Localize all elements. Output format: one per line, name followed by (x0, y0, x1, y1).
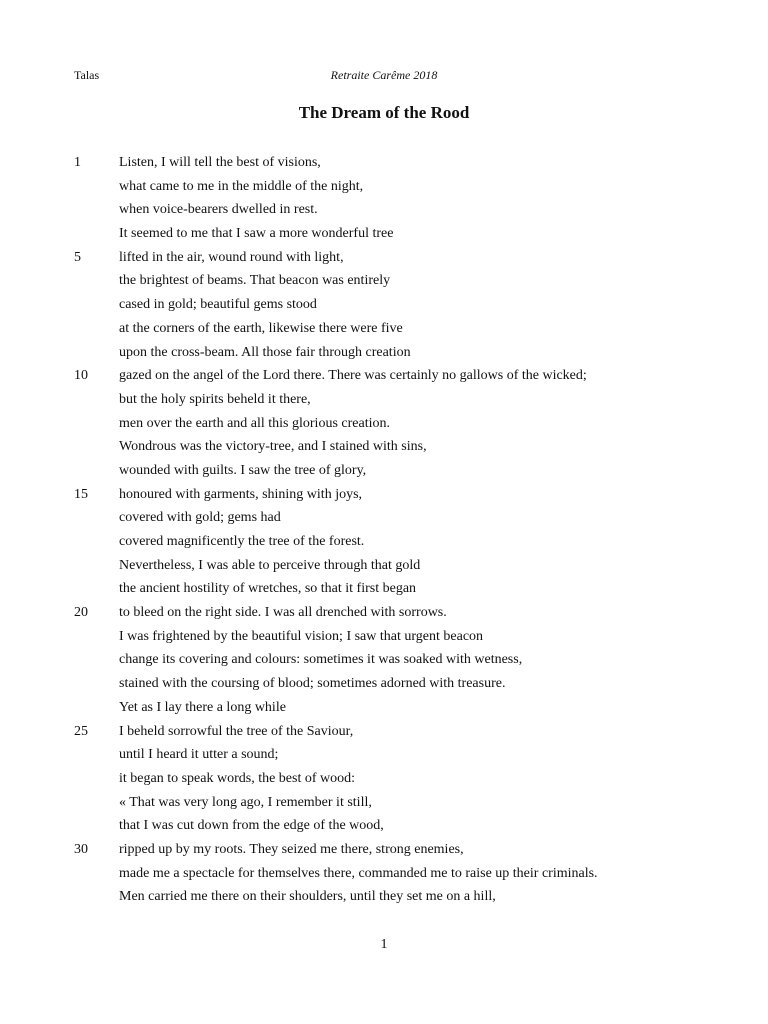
line-number: 20 (74, 605, 88, 621)
poem-line (0, 506, 768, 530)
line-text: I beheld sorrowful the tree of the Saviour, (119, 723, 354, 739)
poem-line (0, 838, 768, 862)
poem-line (0, 601, 768, 625)
poem-line (0, 554, 768, 578)
poem-line (0, 459, 768, 483)
poem-line (0, 862, 768, 886)
line-number: 30 (74, 841, 88, 857)
poem-line (0, 696, 768, 720)
line-text: when voice-bearers dwelled in rest. (119, 202, 318, 218)
line-text: lifted in the air, wound round with light, (119, 249, 344, 265)
line-text: men over the earth and all this glorious creation. (119, 415, 390, 431)
poem-line (0, 483, 768, 507)
poem-line (0, 151, 768, 175)
poem-line (0, 293, 768, 317)
line-text: wounded with guilts. I saw the tree of glory, (119, 462, 367, 478)
line-text: cased in gold; beautiful gems stood (119, 297, 317, 313)
poem-line (0, 814, 768, 838)
page-title: The Dream of the Rood (298, 103, 470, 122)
poem-line (0, 435, 768, 459)
line-text: I was frightened by the beautiful vision; I saw that urgent beacon (119, 628, 484, 644)
poem-line (0, 222, 768, 246)
line-number: 10 (74, 368, 88, 384)
line-text: to bleed on the right side. I was all drenched with sorrows. (119, 605, 447, 621)
line-text: change its covering and colours: sometimes it was soaked with wetness, (119, 652, 523, 668)
line-text: covered with gold; gems had (119, 510, 281, 526)
poem-line (0, 317, 768, 341)
line-text: that I was cut down from the edge of the wood, (119, 818, 384, 834)
poem-line (0, 767, 768, 791)
header-author: Talas (74, 68, 100, 82)
poem-line (0, 246, 768, 270)
line-text: Nevertheless, I was able to perceive through that gold (119, 557, 421, 573)
poem-line (0, 885, 768, 909)
line-text: what came to me in the middle of the night, (119, 178, 364, 194)
poem-line (0, 364, 768, 388)
poem-line (0, 198, 768, 222)
line-text: made me a spectacle for themselves there, commanded me to raise up their criminals. (119, 865, 598, 881)
line-number: 15 (74, 486, 88, 502)
line-text: Listen, I will tell the best of visions, (119, 155, 321, 170)
line-text: it began to speak words, the best of wood: (119, 770, 356, 786)
header-event: Retraite Carême 2018 (330, 68, 438, 82)
line-text: Wondrous was the victory-tree, and I stained with sins, (119, 439, 427, 455)
poem-line (0, 648, 768, 672)
poem-line (0, 341, 768, 365)
poem-line (0, 388, 768, 412)
line-text: but the holy spirits beheld it there, (119, 391, 311, 407)
poem-line (0, 577, 768, 601)
line-text: the brightest of beams. That beacon was entirely (119, 273, 391, 289)
poem-line (0, 530, 768, 554)
line-text: until I heard it utter a sound; (119, 747, 279, 763)
poem-line (0, 743, 768, 767)
line-number: 1 (74, 155, 81, 170)
line-text: at the corners of the earth, likewise there were five (119, 320, 403, 336)
line-text: upon the cross-beam. All those fair through creation (119, 344, 411, 360)
line-text: Yet as I lay there a long while (119, 699, 286, 715)
poem-line (0, 269, 768, 293)
line-text: Men carried me there on their shoulders, until they set me on a hill, (119, 889, 496, 905)
page-number: 1 (380, 937, 388, 952)
poem-line (0, 672, 768, 696)
line-text: It seemed to me that I saw a more wonderful tree (119, 226, 394, 242)
poem-line (0, 720, 768, 744)
poem-line (0, 412, 768, 436)
line-text: stained with the coursing of blood; sometimes adorned with treasure. (119, 676, 506, 692)
line-text: honoured with garments, shining with joys, (119, 486, 363, 502)
line-text: the ancient hostility of wretches, so that it first began (119, 581, 417, 597)
poem-body (0, 151, 768, 909)
line-text: covered magnificently the tree of the forest. (119, 534, 365, 549)
line-text: « That was very long ago, I remember it still, (119, 794, 372, 810)
line-text: ripped up by my roots. They seized me there, strong enemies, (119, 841, 464, 857)
poem-line (0, 175, 768, 199)
poem-line (0, 791, 768, 815)
line-text: gazed on the angel of the Lord there. There was certainly no gallows of the wicked; (119, 368, 587, 384)
poem-line (0, 625, 768, 649)
line-number: 5 (74, 249, 81, 265)
line-number: 25 (74, 723, 88, 739)
